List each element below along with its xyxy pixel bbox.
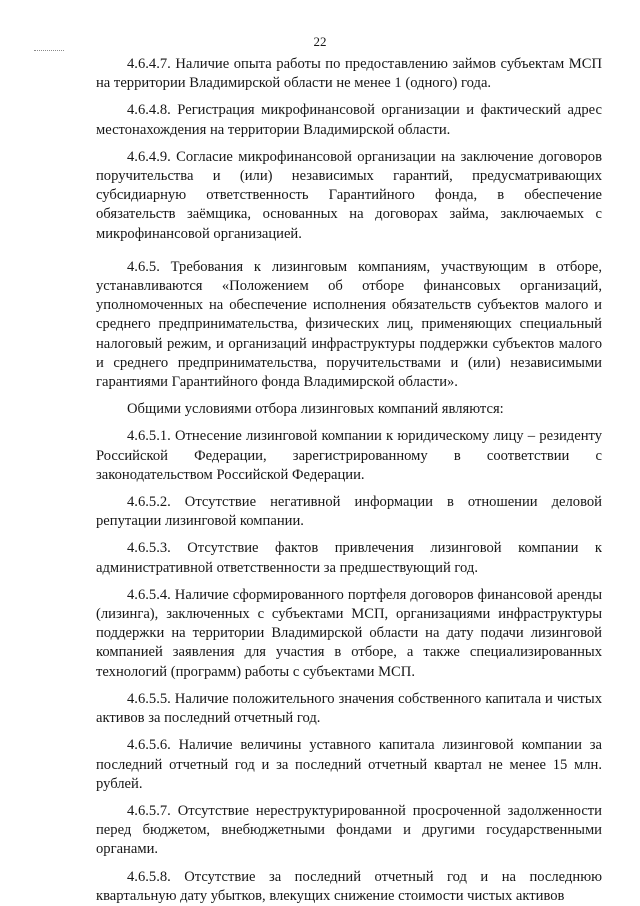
clause-4-6-5-6: 4.6.5.6. Наличие величины уставного капитала лизинговой компании за последний отчетный год и за последний отчетный квартал не менее 15 млн. рублей. [96, 737, 602, 792]
clause-4-6-5-2: 4.6.5.2. Отсутствие негативной информации в отношении деловой репутации лизинговой компании. [96, 494, 602, 530]
clause-4-6-5-4: 4.6.5.4. Наличие сформированного портфеля договоров финансовой аренды (лизинга), заключенных с субъектами МСП, организациями инфраструктуры поддержки на территории Владимирской области на дату подачи лизинговой компанией заявления для участия в отборе, а также специализированных технологий (программ) работы с субъектами МСП. [96, 586, 602, 680]
clause-4-6-4-9: 4.6.4.9. Согласие микрофинансовой организации на заключение договоров поручительства и (или) независимых гарантий, предусматривающих субсидиарную ответственность Гарантийного фонда, в обеспечение обязательств заёмщика, основанных на договорах займа, заключаемых с микрофинансовой организацией. [96, 148, 602, 242]
clause-4-6-5-7: 4.6.5.7. Отсутствие нереструктурированной просроченной задолженности перед бюджетом, внебюджетными фондами и другими государственными органами. [96, 802, 602, 858]
clause-4-6-5-1: 4.6.5.1. Отнесение лизинговой компании к юридическому лицу – резиденту Российской Федерации, зарегистрированному в соответствии с законодательством Российской Федерации. [96, 428, 602, 483]
clause-4-6-5-5: 4.6.5.5. Наличие положительного значения собственного капитала и чистых активов за последний отчетный год. [96, 690, 602, 727]
page-number: 22 [313, 34, 327, 49]
clause-4-6-5-3: 4.6.5.3. Отсутствие фактов привлечения лизинговой компании к административной ответственности за предшествующий год. [96, 540, 602, 576]
document-body [96, 55, 602, 906]
clause-4-6-5: 4.6.5. Требования к лизинговым компаниям, участвующим в отборе, устанавливаются «Положением об отборе финансовых организаций, уполномоченных на обеспечение исполнения обязательств субъектов малого и среднего предпринимательства, физических лиц, применяющих специальный налоговый режим, и организаций инфраструктуры поддержки субъектов малого и среднего предпринимательства, поручительствами и (или) независимыми гарантиями Гарантийного фонда Владимирской области». [96, 258, 602, 391]
clause-4-6-5-8: 4.6.5.8. Отсутствие за последний отчетный год и на последнюю квартальную дату убытков, влекущих снижение стоимости чистых активов [96, 868, 602, 904]
scan-mark [34, 50, 64, 51]
clause-4-6-4-7: 4.6.4.7. Наличие опыта работы по предоставлению займов субъектам МСП на территории Владимирской области не менее 1 (одного) года. [96, 56, 602, 92]
conditions-heading: Общими условиями отбора лизинговых компаний являются: [127, 401, 504, 418]
clause-4-6-4-8: 4.6.4.8. Регистрация микрофинансовой организации и фактический адрес местонахождения на территории Владимирской области. [96, 102, 602, 138]
